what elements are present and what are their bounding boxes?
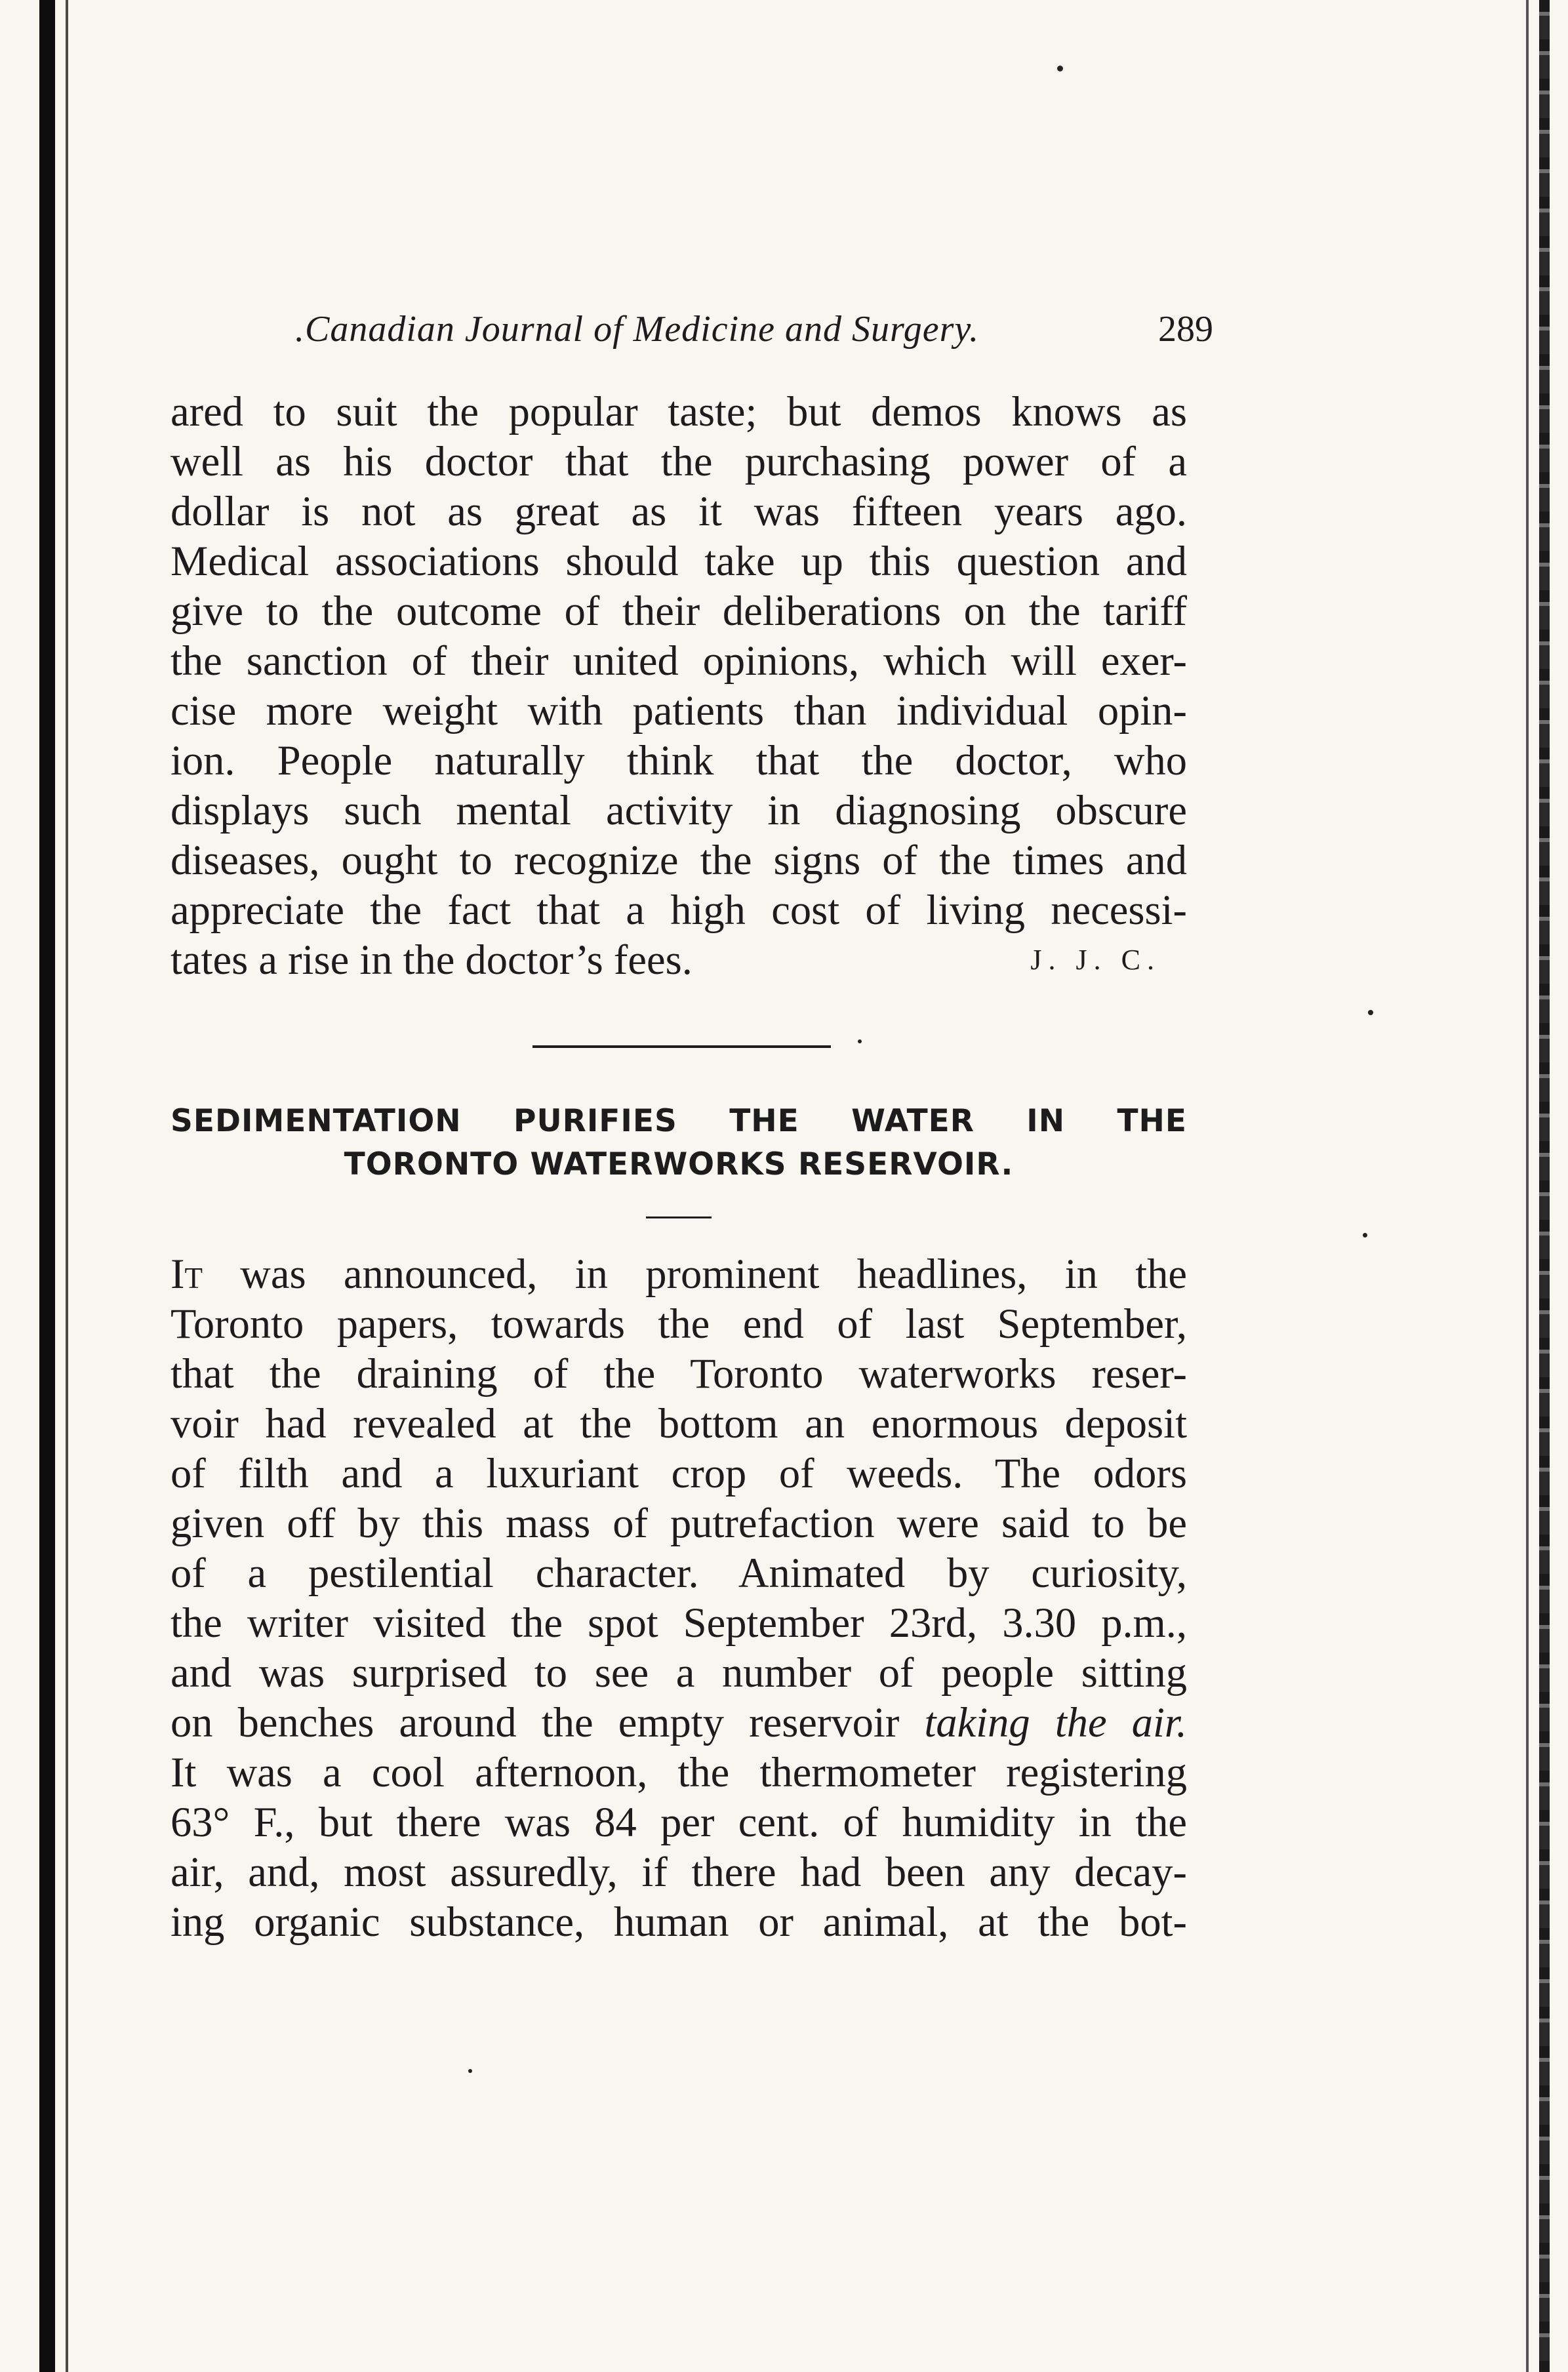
article-title-line1: SEDIMENTATION PURIFIES THE WATER IN THE bbox=[171, 1103, 1187, 1139]
text-line bbox=[171, 1698, 1187, 1748]
text-line: give to the outcome of their deliberations on the tariff bbox=[171, 588, 1187, 634]
text-line: of filth and a luxuriant crop of weeds. The odors bbox=[171, 1450, 1187, 1497]
text-line-rest: was announced, in prominent headlines, in the bbox=[202, 1251, 1187, 1297]
text-line: the sanction of their united opinions, which will exer- bbox=[171, 637, 1187, 684]
speck bbox=[858, 1039, 862, 1043]
text-line: of a pestilential character. Animated by curiosity, bbox=[171, 1550, 1187, 1596]
right-edge-line bbox=[1526, 0, 1529, 2372]
speck bbox=[1368, 1010, 1373, 1015]
italic-phrase: taking the air. bbox=[924, 1699, 1188, 1746]
text-line: It was a cool afternoon, the thermometer registering bbox=[171, 1749, 1187, 1796]
text-line: Toronto papers, towards the end of last September, bbox=[171, 1300, 1187, 1347]
speck bbox=[1057, 66, 1063, 71]
text-line: tates a rise in the doctor’s fees. bbox=[171, 936, 693, 983]
text-line bbox=[171, 1249, 1187, 1299]
opening-word: It bbox=[171, 1251, 203, 1297]
section-divider bbox=[533, 1045, 831, 1048]
text-line: and was surprised to see a number of people sitting bbox=[171, 1649, 1187, 1696]
text-line: cise more weight with patients than individual opin- bbox=[171, 687, 1187, 734]
text-line-prefix: on benches around the empty reservoir bbox=[171, 1699, 925, 1746]
text-line: dollar is not as great as it was fifteen years ago. bbox=[171, 488, 1187, 534]
text-line: Medical associations should take up this question and bbox=[171, 538, 1187, 584]
page-number: 289 bbox=[1158, 309, 1213, 350]
continued-article-text bbox=[171, 387, 1187, 985]
text-line: the writer visited the spot September 23rd, 3.30 p.m., bbox=[171, 1599, 1187, 1646]
author-signature: J. J. C. bbox=[1030, 944, 1161, 976]
text-line: that the draining of the Toronto waterworks reser- bbox=[171, 1350, 1187, 1397]
text-line: ion. People naturally think that the doctor, who bbox=[171, 737, 1187, 784]
text-line: 63° F., but there was 84 per cent. of humidity in the bbox=[171, 1799, 1187, 1845]
text-line: air, and, most assuredly, if there had been any decay- bbox=[171, 1849, 1187, 1895]
final-line bbox=[171, 935, 1187, 985]
page-header bbox=[295, 308, 1213, 367]
article-title bbox=[171, 1100, 1187, 1186]
article-title-line2: TORONTO WATERWORKS RESERVOIR. bbox=[344, 1146, 1014, 1182]
speck bbox=[468, 2069, 472, 2073]
text-line: given off by this mass of putrefaction were said to be bbox=[171, 1500, 1187, 1546]
left-edge-line bbox=[66, 0, 68, 2372]
text-line: appreciate the fact that a high cost of living necessi- bbox=[171, 887, 1187, 933]
article-body bbox=[171, 1249, 1187, 1947]
text-line: diseases, ought to recognize the signs of the times and bbox=[171, 837, 1187, 883]
running-head: .Canadian Journal of Medicine and Surgery. bbox=[295, 309, 980, 350]
text-line: voir had revealed at the bottom an enormous deposit bbox=[171, 1400, 1187, 1447]
right-page-edge bbox=[1539, 0, 1550, 2372]
title-underline bbox=[646, 1216, 712, 1218]
text-line: ing organic substance, human or animal, at the bot- bbox=[171, 1899, 1187, 1945]
text-line: well as his doctor that the purchasing power of a bbox=[171, 438, 1187, 485]
text-line: displays such mental activity in diagnosing obscure bbox=[171, 787, 1187, 834]
speck bbox=[1363, 1233, 1367, 1237]
text-line: ared to suit the popular taste; but demos knows as bbox=[171, 388, 1187, 435]
left-binding-edge bbox=[39, 0, 55, 2372]
